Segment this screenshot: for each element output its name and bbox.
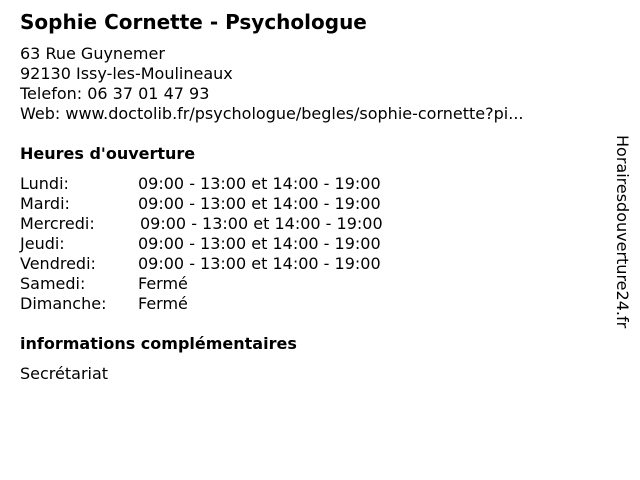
website-link[interactable]: Web: www.doctolib.fr/psychologue/begles/sophie-cornette?pi... (20, 104, 524, 123)
day-hours: Fermé (138, 274, 188, 293)
day-hours: 09:00 - 13:00 et 14:00 - 19:00 (140, 214, 383, 233)
day-label: Mercredi: (20, 214, 95, 233)
phone-number[interactable]: Telefon: 06 37 01 47 93 (20, 84, 210, 103)
hours-row-thursday (20, 234, 460, 254)
hours-row-monday (20, 174, 460, 194)
hours-row-sunday (20, 294, 460, 314)
day-hours: Fermé (138, 294, 188, 313)
day-hours: 09:00 - 13:00 et 14:00 - 19:00 (138, 234, 381, 253)
hours-row-tuesday (20, 194, 460, 214)
additional-info-heading: informations complémentaires (20, 334, 297, 353)
site-watermark: Horairesdouverture24.fr (613, 135, 632, 329)
day-label: Dimanche: (20, 294, 107, 313)
address-city: 92130 Issy-les-Moulineaux (20, 64, 233, 83)
hours-row-saturday (20, 274, 460, 294)
day-label: Mardi: (20, 194, 70, 213)
additional-info-text: Secrétariat (20, 364, 109, 383)
day-label: Jeudi: (20, 234, 65, 253)
day-label: Samedi: (20, 274, 86, 293)
day-hours: 09:00 - 13:00 et 14:00 - 19:00 (138, 254, 381, 273)
day-label: Vendredi: (20, 254, 96, 273)
day-hours: 09:00 - 13:00 et 14:00 - 19:00 (138, 194, 381, 213)
hours-row-wednesday (20, 214, 460, 234)
hours-row-friday (20, 254, 460, 274)
day-label: Lundi: (20, 174, 69, 193)
address-street: 63 Rue Guynemer (20, 44, 165, 63)
opening-hours-heading: Heures d'ouverture (20, 144, 196, 163)
day-hours: 09:00 - 13:00 et 14:00 - 19:00 (138, 174, 381, 193)
page-title: Sophie Cornette - Psychologue (20, 10, 367, 34)
